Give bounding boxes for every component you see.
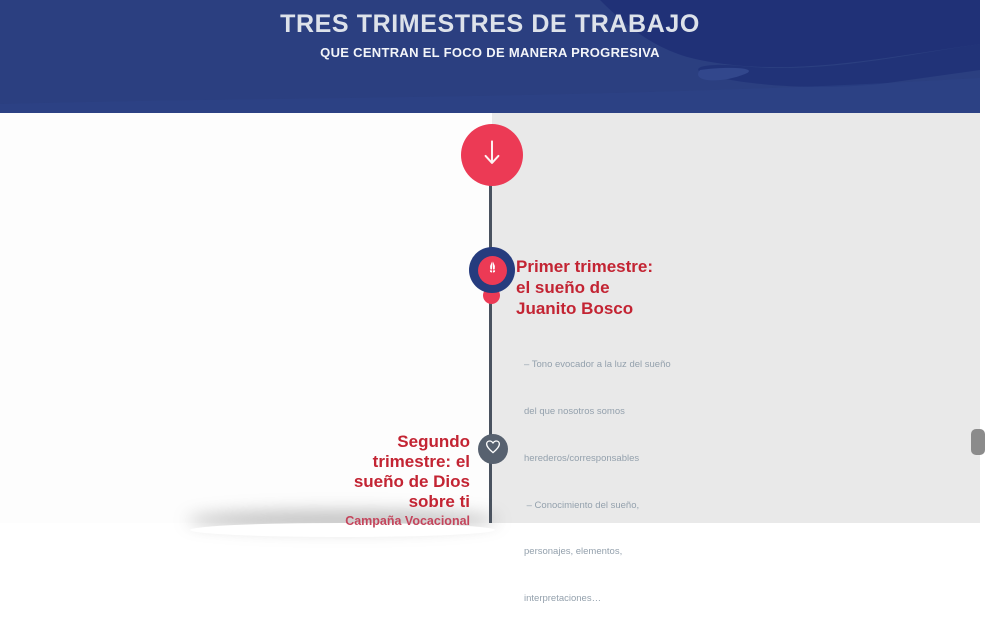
milestone-2-title-line: Segundo bbox=[397, 432, 470, 451]
page-subtitle: QUE CENTRAN EL FOCO DE MANERA PROGRESIVA bbox=[320, 45, 660, 60]
milestone-1-title bbox=[516, 256, 653, 319]
campana-vocacional-link[interactable]: Campaña Vocacional bbox=[345, 514, 470, 528]
milestone-1-note-line: interpretaciones… bbox=[524, 593, 602, 605]
heart-outline-icon bbox=[484, 438, 502, 461]
milestone-1-notes bbox=[524, 326, 671, 638]
milestone-1-note-line: – Conocimiento del sueño, bbox=[524, 499, 640, 511]
timeline-vertical-line bbox=[489, 150, 492, 523]
milestone-2-title-line: sobre ti bbox=[408, 492, 470, 511]
milestone-1-note-line: del que nosotros somos bbox=[524, 405, 625, 417]
milestone-2-title-line: sueño de Dios bbox=[353, 472, 470, 491]
milestone-1-inner-badge bbox=[478, 256, 507, 285]
milestone-1-note-line: – Tono evocador a la luz del sueño bbox=[524, 359, 671, 371]
header-banner bbox=[0, 0, 980, 113]
milestone-1-title-line: Juanito Bosco bbox=[516, 299, 634, 318]
arrow-down-icon bbox=[478, 136, 506, 175]
milestone-1-note-line: personajes, elementos, bbox=[524, 546, 623, 558]
scrollbar-thumb[interactable] bbox=[971, 429, 985, 455]
milestone-1-marker bbox=[469, 247, 515, 293]
milestone-1-title-line: Primer trimestre: bbox=[516, 257, 654, 276]
page-title: TRES TRIMESTRES DE TRABAJO bbox=[280, 10, 700, 38]
milestone-2-marker bbox=[478, 434, 508, 464]
milestone-2-title bbox=[240, 432, 470, 512]
milestone-2-title-line: trimestre: el bbox=[372, 452, 470, 471]
milestone-1-title-line: el sueño de bbox=[516, 278, 610, 297]
praying-hands-icon bbox=[484, 259, 501, 281]
milestone-1-note-line: herederos/corresponsables bbox=[524, 452, 640, 464]
scroll-down-button[interactable] bbox=[461, 124, 523, 186]
